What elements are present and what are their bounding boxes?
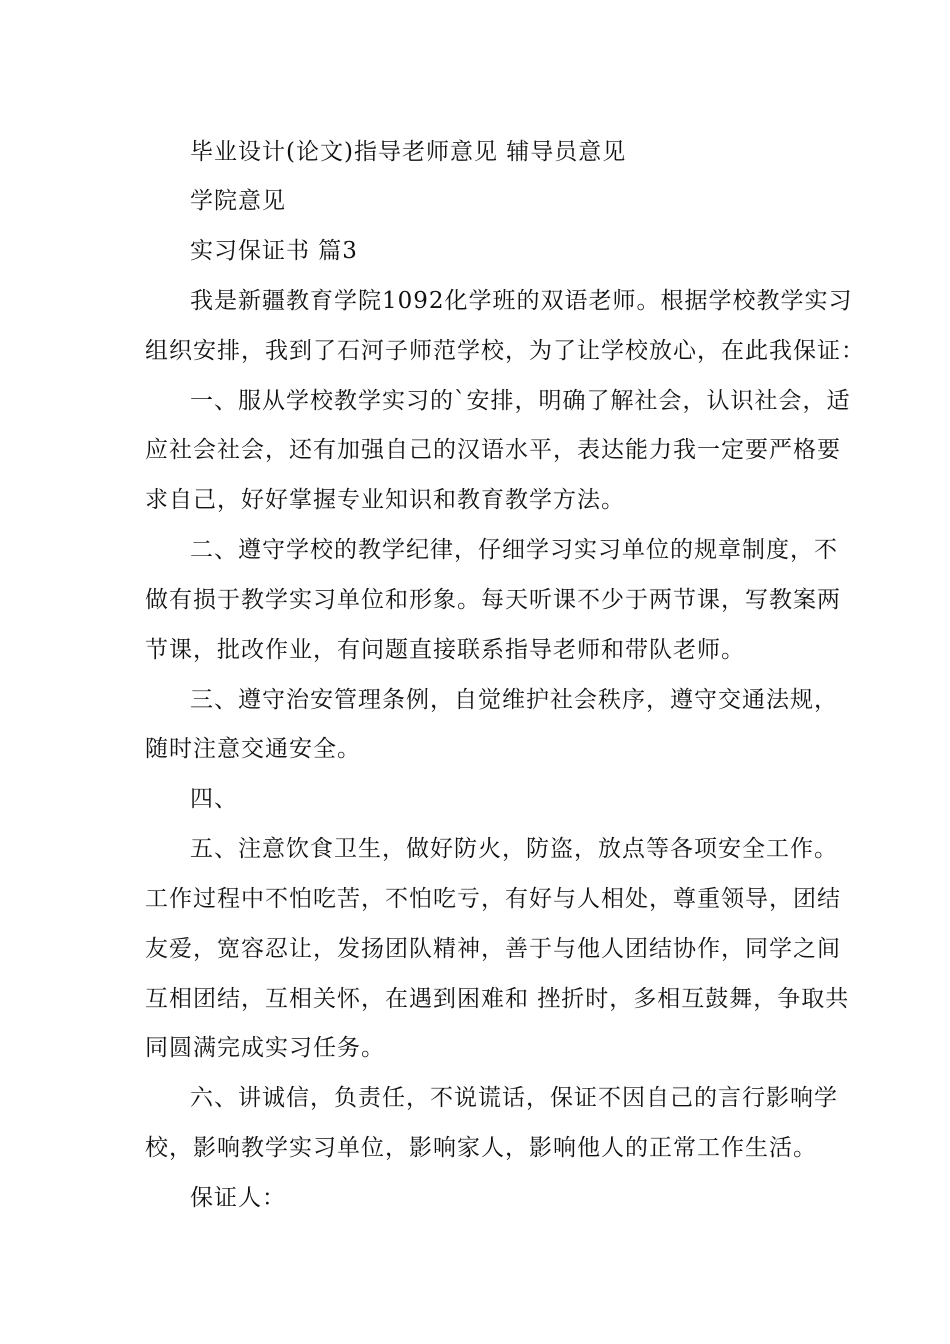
paragraph-line: 做有损于教学实习单位和形象。每天听课不少于两节课，写教案两 [145, 587, 841, 613]
paragraph-line: 我是新疆教育学院1092化学班的双语老师。根据学校教学实习 [190, 288, 853, 314]
paragraph-line: 五、注意饮食卫生，做好防火，防盗，放点等各项安全工作。 [190, 836, 838, 862]
paragraph-line: 六、讲诚信，负责任，不说谎话，保证不因自己的言行影响学 [190, 1085, 838, 1111]
paragraph-line: 组织安排，我到了石河子师范学校，为了让学校放心，在此我保证： [145, 338, 865, 364]
paragraph-line: 一、服从学校教学实习的`安排，明确了解社会，认识社会，适 [190, 388, 851, 414]
paragraph-line: 应社会社会，还有加强自己的汉语水平，表达能力我一定要严格要 [145, 437, 841, 463]
paragraph-line: 四、 [190, 786, 238, 812]
college-opinion-line: 学院意见 [190, 188, 286, 214]
paragraph-line: 随时注意交通安全。 [145, 736, 361, 762]
paragraph-line: 求自己，好好掌握专业知识和教育教学方法。 [145, 487, 625, 513]
paragraph-line: 同圆满完成实习任务。 [145, 1035, 385, 1061]
section-title: 实习保证书 篇3 [190, 238, 358, 264]
paragraph-line: 校，影响教学实习单位，影响家人，影响他人的正常工作生活。 [145, 1135, 817, 1161]
paragraph-line: 友爱，宽容忍让，发扬团队精神，善于与他人团结协作，同学之间 [145, 936, 841, 962]
opinion-header-line: 毕业设计(论文)指导老师意见 辅导员意见 [190, 139, 627, 165]
paragraph-line: 互相团结，互相关怀，在遇到困难和 挫折时，多相互鼓舞，争取共 [145, 986, 850, 1012]
paragraph-line: 三、遵守治安管理条例，自觉维护社会秩序，遵守交通法规， [190, 687, 838, 713]
paragraph-line: 二、遵守学校的教学纪律，仔细学习实习单位的规章制度，不 [190, 537, 838, 563]
guarantor-signature-line: 保证人： [190, 1185, 286, 1211]
paragraph-line: 节课，批改作业，有问题直接联系指导老师和带队老师。 [145, 637, 745, 663]
paragraph-line: 工作过程中不怕吃苦，不怕吃亏，有好与人相处，尊重领导，团结 [145, 886, 841, 912]
